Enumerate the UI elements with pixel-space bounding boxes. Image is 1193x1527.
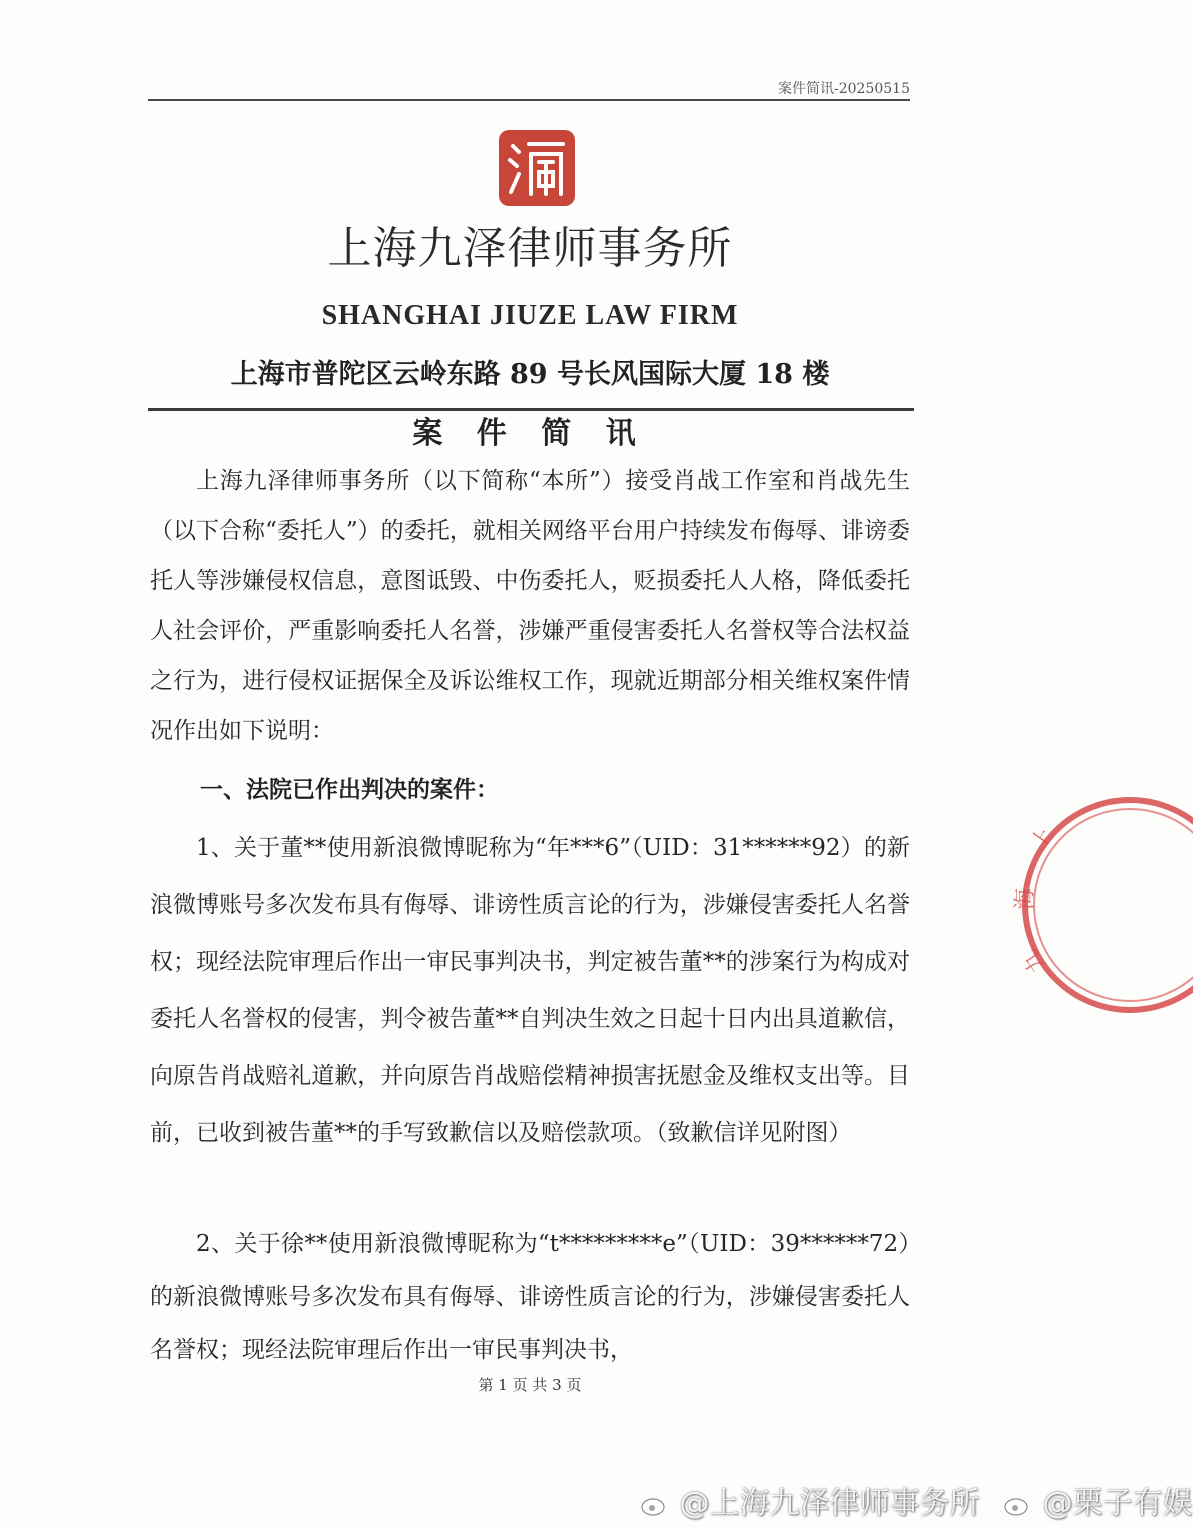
page-indicator: 第 1 页 共 3 页 — [478, 1376, 582, 1394]
weibo-icon — [1003, 1491, 1033, 1517]
svg-text:九: 九 — [1017, 944, 1051, 977]
section-heading: 一、法院已作出判决的案件： — [200, 776, 499, 803]
watermark-account: @栗子有娱 — [1042, 1486, 1193, 1521]
watermark-source: @上海九泽律师事务所 — [679, 1486, 980, 1521]
weibo-icon — [640, 1491, 670, 1517]
document-code: 案件简讯-20250515 — [778, 81, 910, 97]
document-title: 案 件 简 讯 — [412, 416, 648, 451]
official-red-seal — [1010, 790, 1120, 1020]
svg-text:海: 海 — [1013, 887, 1038, 910]
firm-name-chinese: 上海九泽律师事务所 — [327, 223, 733, 274]
firm-name-english: SHANGHAI JIUZE LAW FIRM — [321, 300, 739, 331]
intro-paragraph: 上海九泽律师事务所（以下简称“本所”）接受肖战工作室和肖战先生（以下合称“委托人”）的委托，就相关网络平台用户持续发布侮辱、诽谤委托人等涉嫌侵权信息，意图诋毁、中伤委托人，贬损委托人人格，降低委托人社会评价，严重影响委托人名誉，涉嫌严重侵害委托人名誉权等合法权益之行为，进行侵权证据保全及诉讼维权工作，现就近期部分相关维权案件情况作出如下说明： — [150, 468, 910, 744]
law-firm-seal-logo — [497, 128, 577, 208]
header-rule — [148, 99, 910, 101]
weibo-watermark — [640, 1478, 1193, 1522]
firm-address: 上海市普陀区云岭东路 89 号长风国际大厦 18 楼 — [230, 359, 830, 390]
svg-text:上: 上 — [1026, 823, 1060, 856]
case-1-paragraph: 1、关于董**使用新浪微博昵称为“年***6”（UID：31******92）的新浪微博账号多次发布具有侮辱、诽谤性质言论的行为，涉嫌侵害委托人名誉权；现经法院审理后作出一审民事判决书，判定被告董**的涉案行为构成对委托人名誉权的侵害，判令被告董**自判决生效之日起十日内出具道歉信，向原告肖战赔礼道歉，并向原告肖战赔偿精神损害抚慰金及维权支出等。目前，已收到被告董**的手写致歉信以及赔偿款项。（致歉信详见附图） — [150, 835, 910, 1146]
case-2-paragraph: 2、关于徐**使用新浪微博昵称为“t*********e”（UID：39******72）的新浪微博账号多次发布具有侮辱、诽谤性质言论的行为，涉嫌侵害委托人名誉权；现经法院审理后作出一审民事判决书， — [150, 1231, 910, 1363]
